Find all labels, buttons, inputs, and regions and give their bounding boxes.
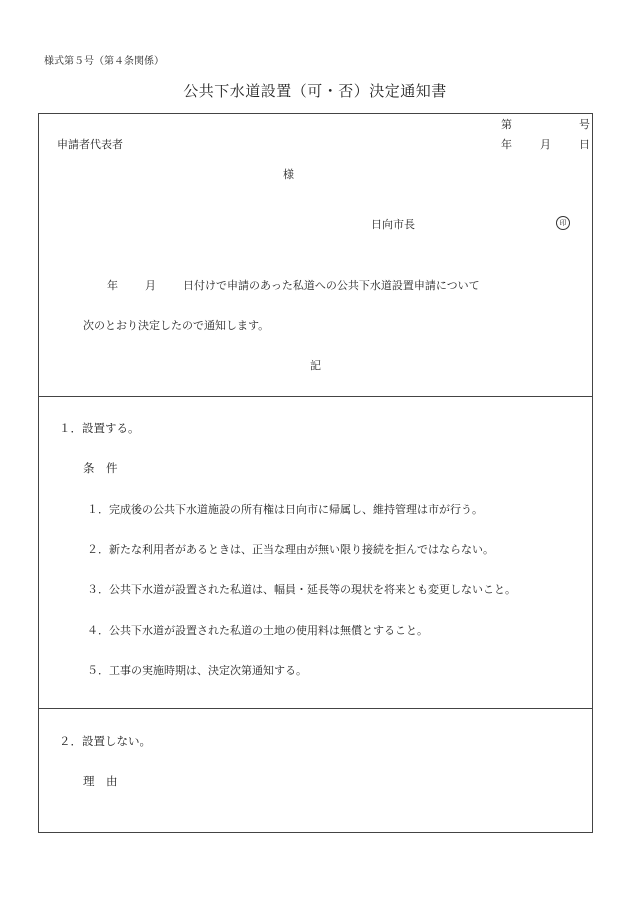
form-number: 様式第５号（第４条関係） xyxy=(44,56,164,67)
issuer-name: 日向市長 xyxy=(371,218,415,231)
seal-mark xyxy=(556,215,570,230)
section-divider-1 xyxy=(39,396,592,397)
date-year-label: 年 xyxy=(501,138,512,151)
condition-item: １．完成後の公共下水道施設の所有権は日向市に帰属し、維持管理は市が行う。 xyxy=(87,503,483,516)
seal-icon: 印 xyxy=(556,216,570,230)
body-year-label: 年 xyxy=(107,279,118,292)
condition-item: ５．工事の実施時期は、決定次第通知する。 xyxy=(87,664,307,677)
body-line-2: 次のとおり決定したので通知します。 xyxy=(83,319,270,332)
body-month-label: 月 xyxy=(145,279,156,292)
date-month-label: 月 xyxy=(540,138,551,151)
ki-label: 記 xyxy=(310,359,321,372)
conditions-label: 条 件 xyxy=(83,461,118,475)
condition-item: ２．新たな利用者があるときは、正当な理由が無い限り接続を拒んではならない。 xyxy=(87,543,494,556)
doc-number-suffix: 号 xyxy=(579,118,590,131)
section-divider-2 xyxy=(39,708,592,709)
honorific-sama: 様 xyxy=(283,168,294,181)
applicant-label: 申請者代表者 xyxy=(57,138,123,151)
condition-item: ３．公共下水道が設置された私道は、幅員・延長等の現状を将来とも変更しないこと。 xyxy=(87,583,516,596)
form-frame xyxy=(38,113,593,833)
condition-item: ４．公共下水道が設置された私道の土地の使用料は無償とすること。 xyxy=(87,624,428,637)
approve-heading: １．設置する。 xyxy=(59,421,140,435)
document-title: 公共下水道設置（可・否）決定通知書 xyxy=(183,82,447,100)
reject-heading: ２．設置しない。 xyxy=(59,734,151,748)
doc-number-prefix: 第 xyxy=(501,118,512,131)
reason-label: 理 由 xyxy=(83,774,118,788)
body-line-1: 日付けで申請のあった私道への公共下水道設置申請について xyxy=(183,279,480,292)
date-day-label: 日 xyxy=(579,138,590,151)
